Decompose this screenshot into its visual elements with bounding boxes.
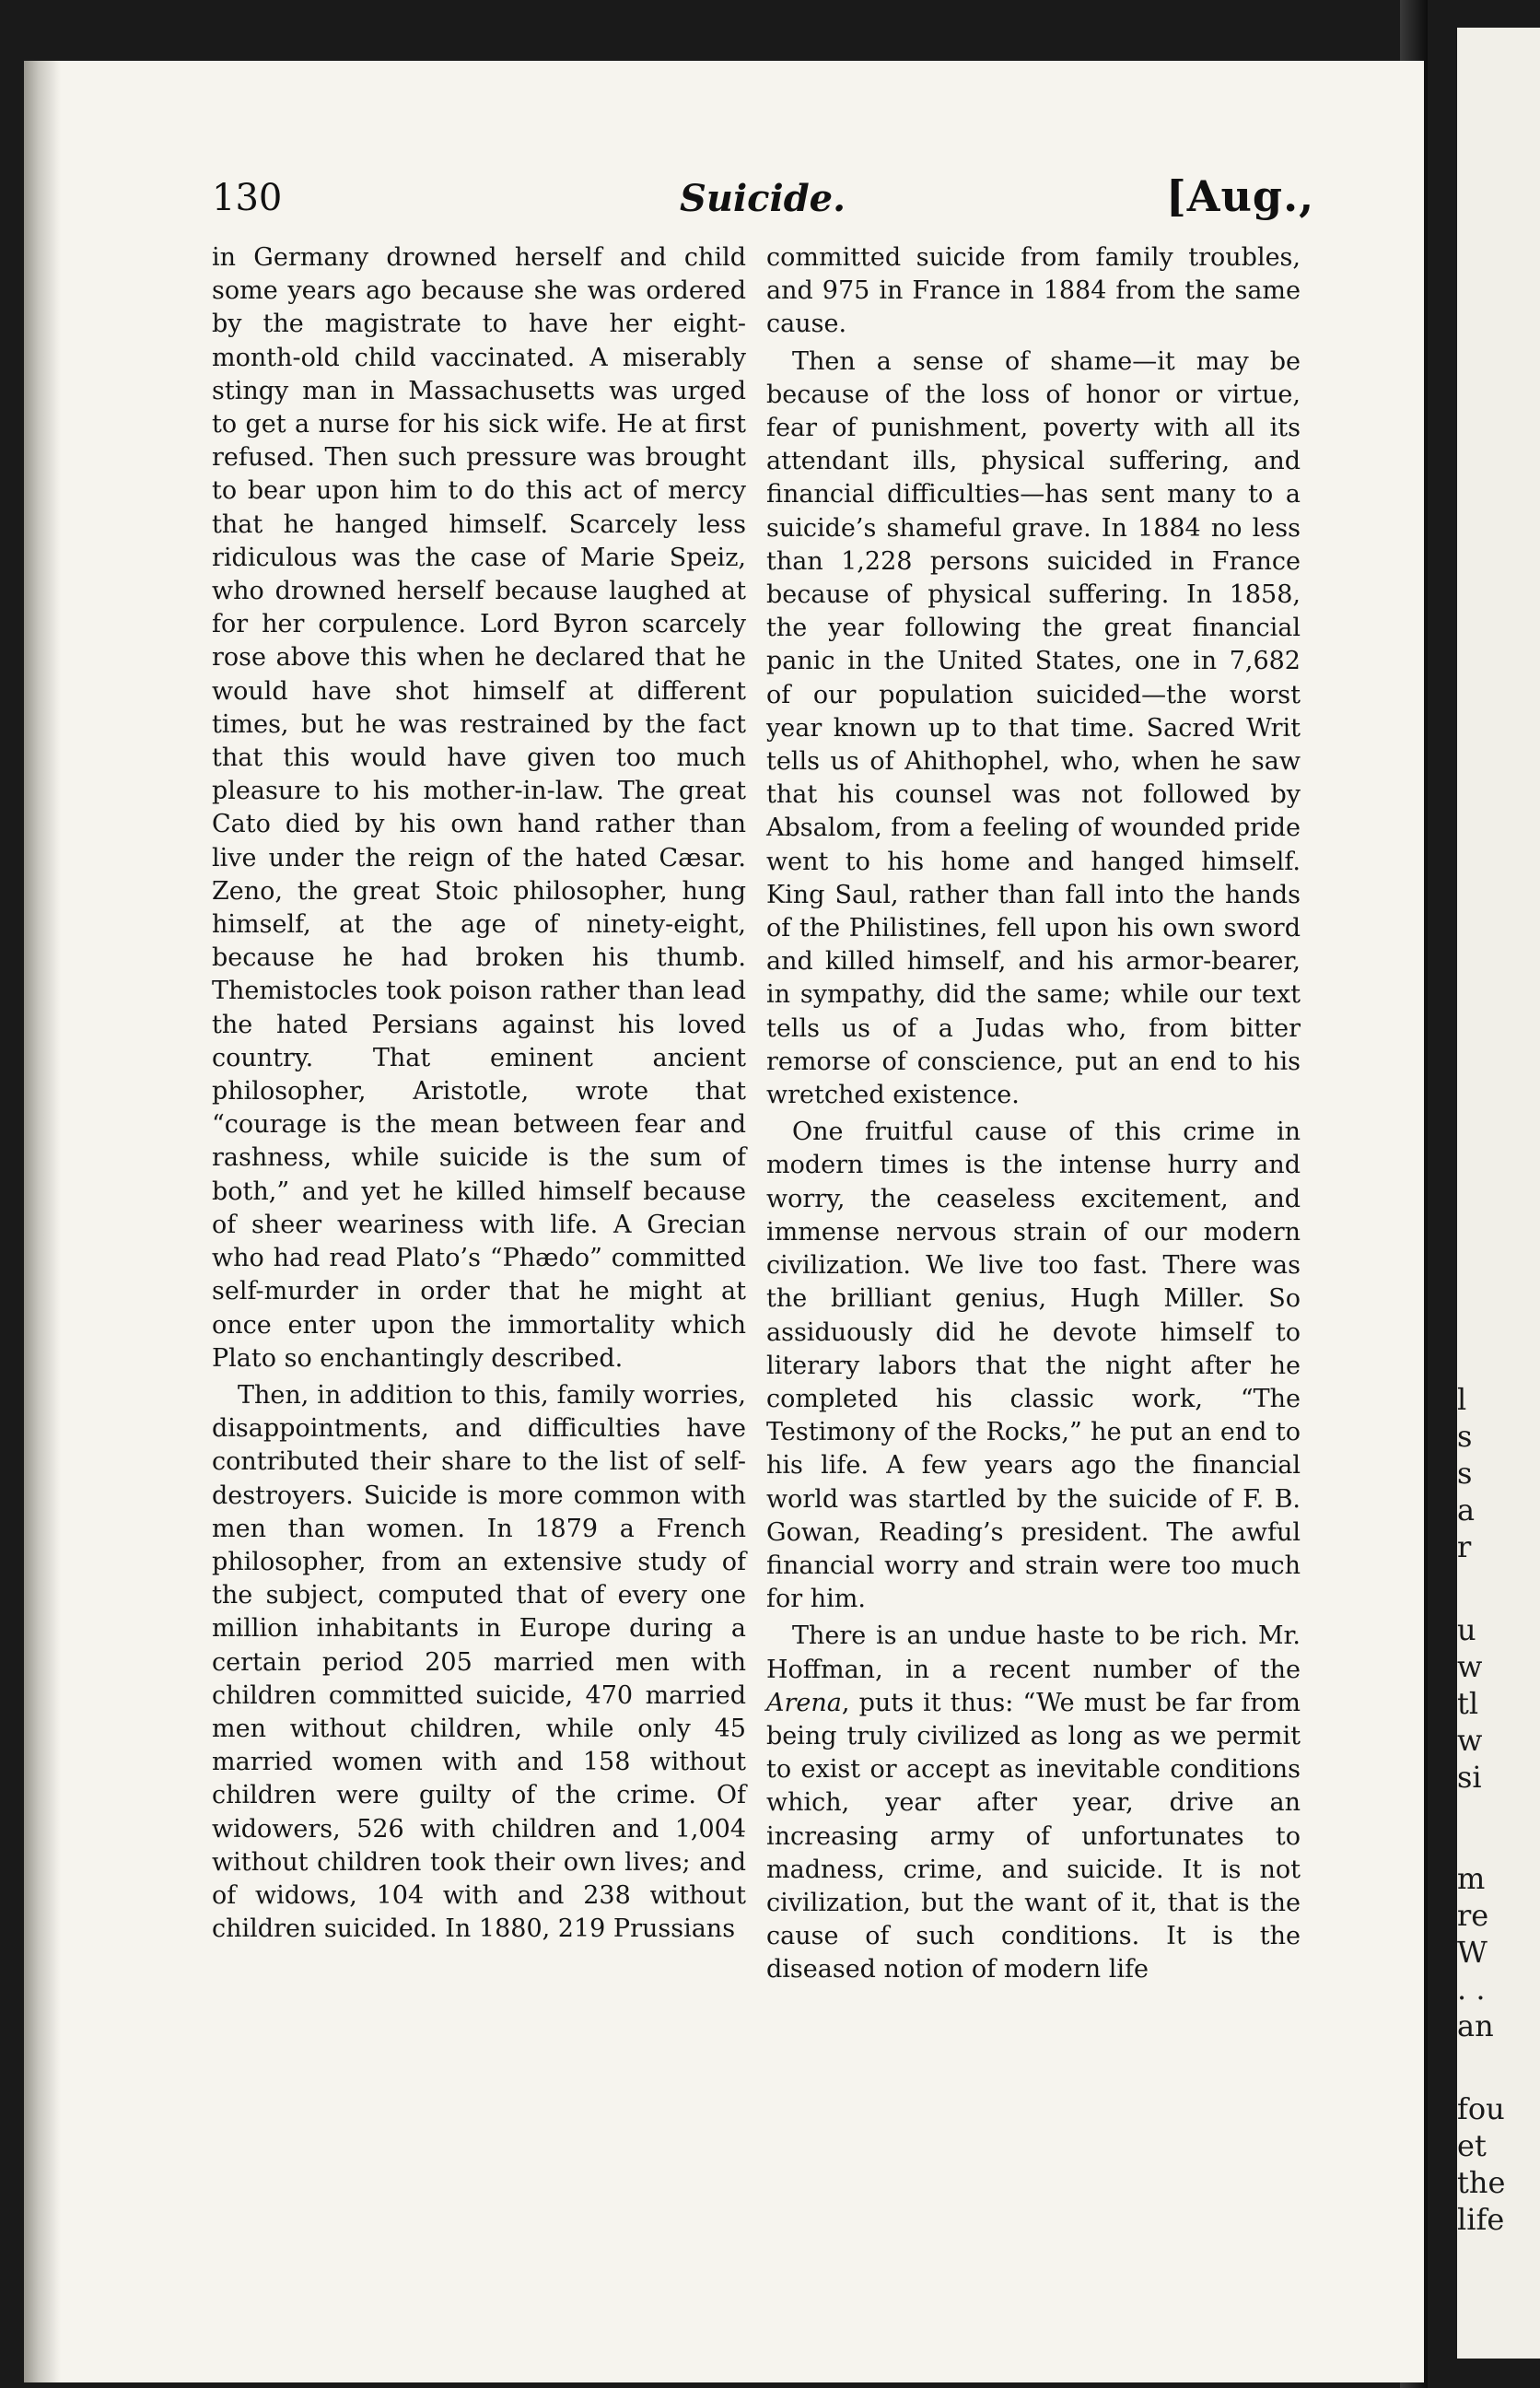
- paragraph-text: There is an undue haste to be rich. Mr. Hoffman, in a recent number of the: [766, 1621, 1301, 1684]
- page-edge: [24, 61, 61, 2382]
- paragraph: Then a sense of shame—it may be because of the loss of honor or virtue, fear of punishment, poverty with all its attendant ills, physical suffering, and financial difficulties—has sent many to a suicide’s shameful grave. In 1884 no less than 1,228 persons suicided in France because of physical suffering. In 1858, the year following the great financial panic in the United States, one in 7,682 of our population suicided—the worst year known up to that time. Sacred Writ tells us of Ahithophel, who, when he saw that his counsel was not followed by Absalom, from a feeling of wounded pride went to his home and hanged himself. King Saul, rather than fall into the hands of the Philistines, fell upon his own sword and killed himself, and his armor-bearer, in sympathy, did the same; while our text tells us of a Judas who, from bitter remorse of conscience, put an end to his wretched existence.: [766, 346, 1301, 1110]
- adjacent-fragment: et: [1457, 2128, 1487, 2163]
- issue-month: [Aug.,: [1166, 171, 1315, 221]
- adjacent-fragment: r: [1457, 1529, 1472, 1564]
- book-page: [24, 61, 1424, 2382]
- adjacent-fragment: W: [1457, 1935, 1488, 1970]
- paragraph: [766, 1620, 1301, 1986]
- adjacent-fragment: . .: [1457, 1972, 1486, 2007]
- adjacent-fragment: l: [1457, 1382, 1467, 1417]
- adjacent-fragment: w: [1457, 1723, 1483, 1758]
- left-column: [212, 241, 746, 1949]
- adjacent-fragment: re: [1457, 1898, 1489, 1933]
- paragraph: Then, in addition to this, family worries, disappointments, and difficulties have contributed their share to the list of self-destroyers. Suicide is more common with men than women. In 1879 a French philosopher, from an extensive study of the subject, computed that of every one million inhabitants in Europe during a certain period 205 married men with children committed suicide, 470 married men without children, while only 45 married women with and 158 without children were guilty of the crime. Of widowers, 526 with children and 1,004 without children took their own lives; and of widows, 104 with and 238 without children suicided. In 1880, 219 Prussians: [212, 1380, 746, 1944]
- publication-title: Arena: [766, 1688, 842, 1717]
- adjacent-fragment: a: [1457, 1492, 1476, 1528]
- adjacent-fragment: an: [1457, 2008, 1494, 2043]
- adjacent-fragment: s: [1457, 1419, 1473, 1454]
- paragraph-text: , puts it thus: “We must be far from being truly civilized as long as we permit to exist or accept as inevitable conditions which, year after year, drive an increasing army of unfortunates to madness, crime, and suicide. It is not civilization, but the want of it, that is the cause of such conditions. It is the diseased notion of modern life: [766, 1688, 1301, 1984]
- adjacent-fragment: si: [1457, 1760, 1482, 1795]
- adjacent-page: [1457, 28, 1540, 2359]
- adjacent-fragment: tl: [1457, 1686, 1479, 1721]
- adjacent-fragment: m: [1457, 1861, 1486, 1896]
- page-header: [24, 168, 1424, 223]
- adjacent-fragment: w: [1457, 1649, 1483, 1684]
- paragraph: One fruitful cause of this crime in modern times is the intense hurry and worry, the ceaseless excitement, and immense nervous strain of our modern civilization. We live too fast. There was the brilliant genius, Hugh Miller. So assiduously did he devote himself to literary labors that the night after he completed his classic work, “The Testimony of the Rocks,” he put an end to his life. A few years ago the financial world was startled by the suicide of F. B. Gowan, Reading’s president. The awful financial worry and strain were too much for him.: [766, 1118, 1301, 1614]
- adjacent-fragment: fou: [1457, 2091, 1505, 2126]
- right-column: [766, 241, 1301, 1991]
- adjacent-fragment: the: [1457, 2165, 1506, 2200]
- running-title: Suicide.: [680, 177, 846, 220]
- adjacent-fragment: life: [1457, 2202, 1505, 2237]
- paragraph: in Germany drowned herself and child some years ago because she was ordered by the magistrate to have her eight-month-old child vaccinated. A miserably stingy man in Massachusetts was urged to get a nurse for his sick wife. He at first refused. Then such pressure was brought to bear upon him to do this act of mercy that he hanged himself. Scarcely less ridiculous was the case of Marie Speiz, who drowned herself because laughed at for her corpulence. Lord Byron scarcely rose above this when he declared that he would have shot himself at different times, but he was restrained by the fact that this would have given too much pleasure to his mother-in-law. The great Cato died by his own hand rather than live under the reign of the hated Cæsar. Zeno, the great Stoic philosopher, hung himself, at the age of ninety-eight, because he had broken his thumb. Themistocles took poison rather than lead the hated Persians against his loved country. That eminent ancient philosopher, Aristotle, wrote that “courage is the mean between fear and rashness, while suicide is the sum of both,” and yet he killed himself because of sheer weariness with life. A Grecian who had read Plato’s “Phædo” committed self-murder in order that he might at once enter upon the immortality which Plato so enchantingly described.: [212, 243, 746, 1373]
- adjacent-fragment: u: [1457, 1612, 1476, 1647]
- paragraph: committed suicide from family troubles, and 975 in France in 1884 from the same cause.: [766, 243, 1301, 339]
- adjacent-fragment: s: [1457, 1456, 1473, 1491]
- page-number: 130: [212, 177, 283, 219]
